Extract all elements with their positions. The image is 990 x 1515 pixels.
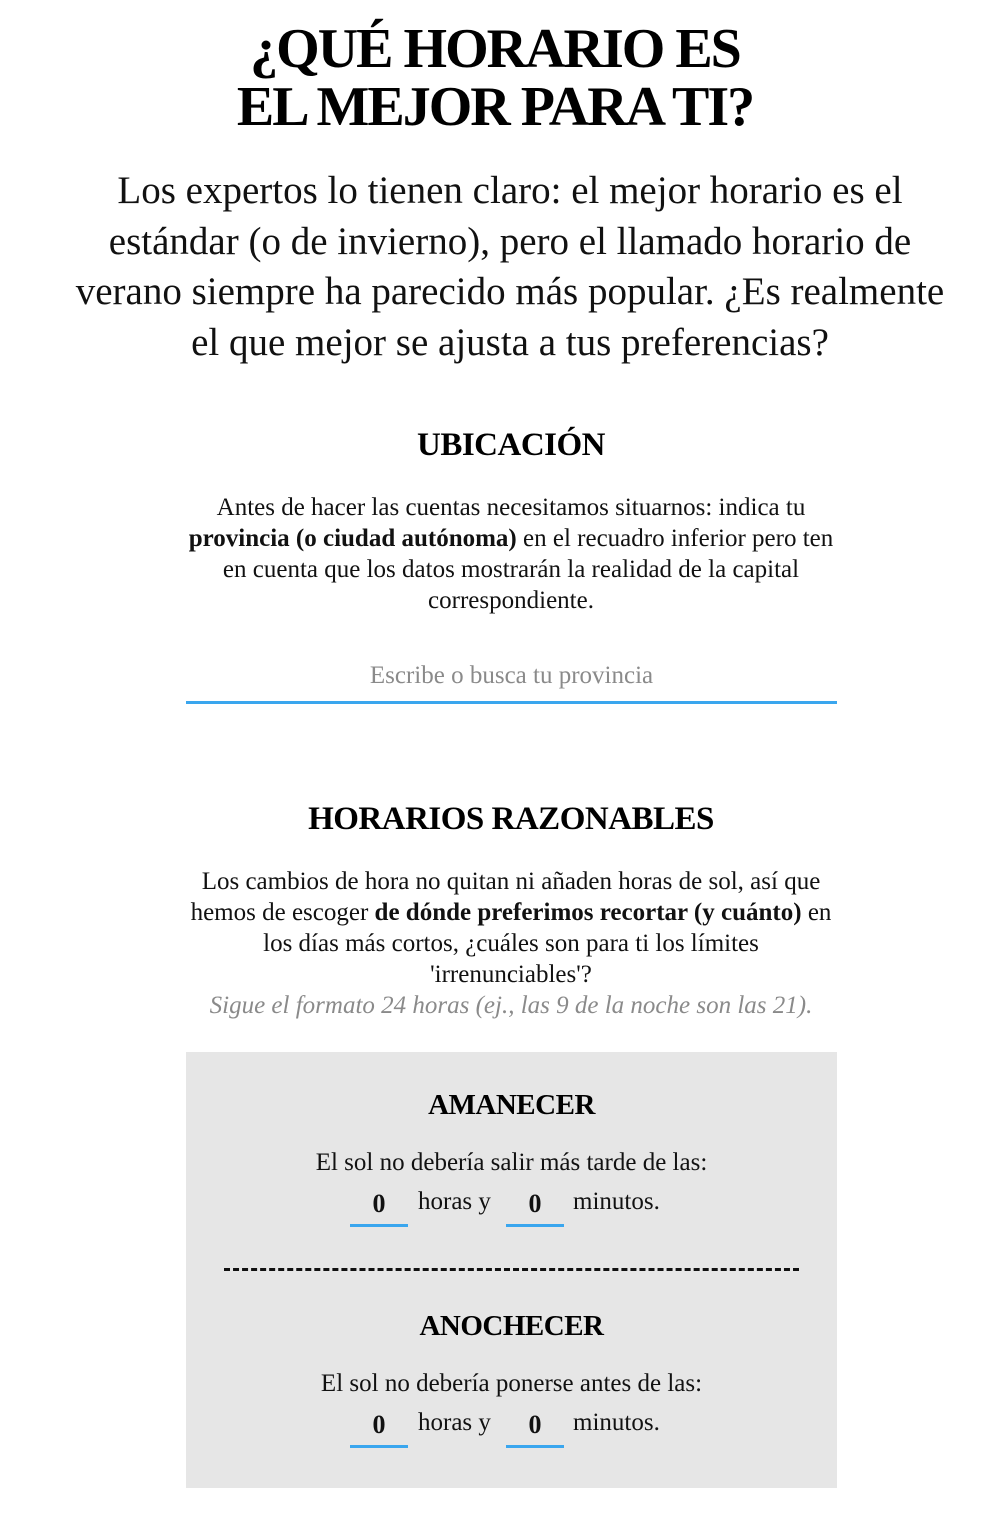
sunset-hours-label: horas y (418, 1409, 491, 1436)
page-title-line-2: EL MEJOR PARA TI? (236, 76, 754, 138)
intro-paragraph: Los expertos lo tienen claro: el mejor horario es el estándar (o de invierno), pero el llamado horario de verano siempre ha parecido más popular. ¿Es realmente el que mejor se ajusta a tus preferencias? (75, 169, 945, 364)
province-search-input[interactable] (186, 652, 837, 700)
sunset-hours-input[interactable] (350, 1404, 408, 1448)
schedules-description (186, 866, 836, 1021)
location-text-after: en el recuadro inferior pero ten en cuenta que los datos mostrarán la realidad de la capital correspondiente. (222, 525, 834, 614)
schedules-text-bold: de dónde preferimos recortar (y cuánto) (374, 899, 802, 926)
page-title (0, 20, 990, 136)
sunset-minutes-input[interactable] (506, 1404, 564, 1448)
section-divider (224, 1268, 799, 1271)
location-description (186, 492, 836, 616)
province-search (186, 652, 837, 704)
sunrise-minutes-label: minutos. (573, 1188, 660, 1215)
schedules-text-after: en los días más cortos, ¿cuáles son para ti los límites 'irrenunciables'? (263, 899, 832, 988)
sunrise-time-row (186, 1183, 837, 1227)
sunrise-hours-input[interactable] (350, 1183, 408, 1227)
schedules-text-before: Los cambios de hora no quitan ni añaden horas de sol, así que hemos de escoger (190, 868, 821, 926)
sunset-minutes-label: minutos. (573, 1409, 660, 1436)
location-text-before: Antes de hacer las cuentas necesitamos situarnos: indica tu (216, 494, 806, 521)
sunset-time-row (186, 1404, 837, 1448)
sunset-heading: ANOCHECER (419, 1310, 604, 1342)
schedules-heading: HORARIOS RAZONABLES (308, 801, 714, 837)
page-title-line-1: ¿QUÉ HORARIO ES (250, 18, 740, 80)
location-text-bold: provincia (o ciudad autónoma) (188, 525, 517, 552)
location-heading: UBICACIÓN (416, 427, 606, 463)
sunrise-minutes-input[interactable] (506, 1183, 564, 1227)
sunrise-prompt: El sol no debería salir más tarde de las: (315, 1149, 708, 1176)
format-note: Sigue el formato 24 horas (ej., las 9 de la noche son las 21). (209, 992, 813, 1019)
sunrise-hours-label: horas y (418, 1188, 491, 1215)
sunrise-heading: AMANECER (428, 1089, 595, 1121)
time-preferences-box (186, 1052, 837, 1488)
sunset-prompt: El sol no debería ponerse antes de las: (320, 1370, 703, 1397)
